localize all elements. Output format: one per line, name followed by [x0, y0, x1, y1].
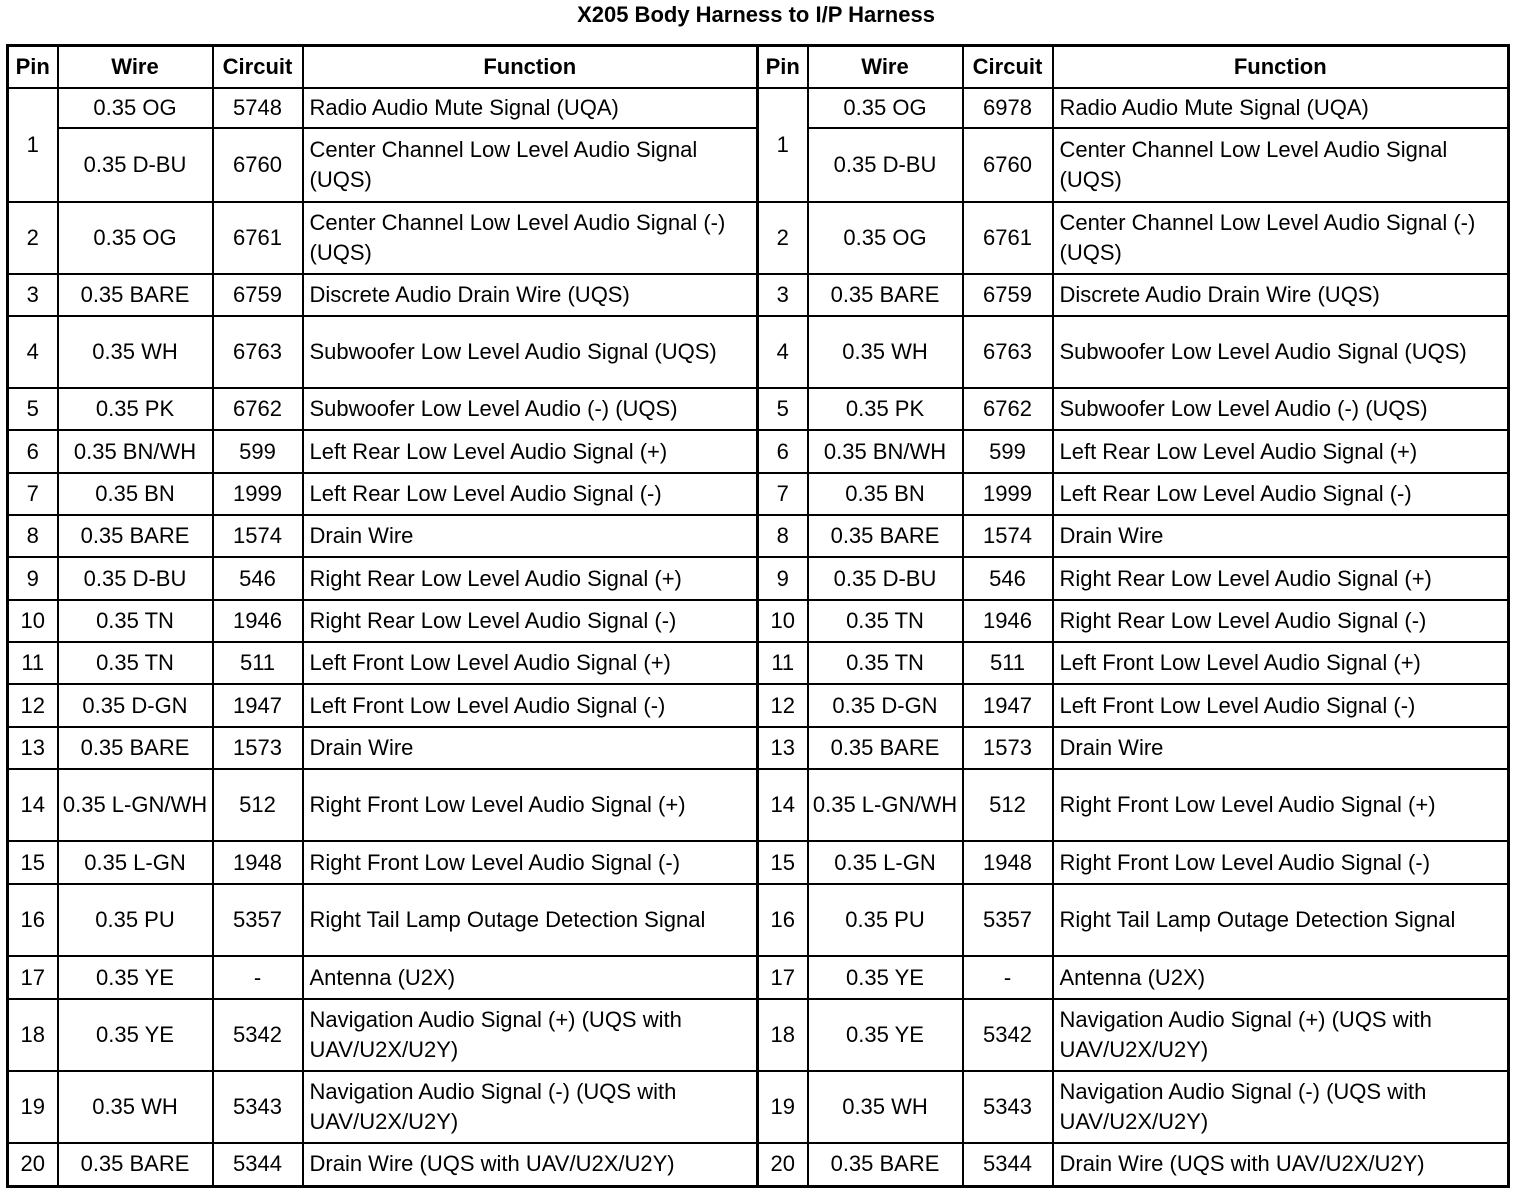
circuit-cell: 6759 — [963, 274, 1053, 316]
wire-cell: 0.35 PK — [808, 388, 963, 430]
function-cell: Subwoofer Low Level Audio Signal (UQS) — [1053, 316, 1509, 388]
circuit-cell: 6760 — [963, 128, 1053, 202]
function-cell: Right Front Low Level Audio Signal (-) — [303, 841, 758, 884]
pin-cell: 5 — [758, 388, 808, 430]
pin-cell: 2 — [8, 202, 58, 274]
circuit-cell: 546 — [213, 557, 303, 600]
pin-cell: 14 — [758, 769, 808, 841]
table-row — [8, 557, 1509, 600]
function-cell: Left Rear Low Level Audio Signal (-) — [1053, 473, 1509, 515]
circuit-cell: 1573 — [213, 727, 303, 769]
circuit-cell: 1947 — [963, 684, 1053, 727]
pin-cell: 15 — [8, 841, 58, 884]
header-wire: Wire — [808, 46, 963, 89]
wire-cell: 0.35 D-BU — [808, 557, 963, 600]
wire-cell: 0.35 BARE — [808, 274, 963, 316]
pin-cell: 9 — [8, 557, 58, 600]
wire-cell: 0.35 D-BU — [58, 128, 213, 202]
pin-cell: 12 — [8, 684, 58, 727]
function-cell: Subwoofer Low Level Audio (-) (UQS) — [1053, 388, 1509, 430]
wire-cell: 0.35 BARE — [808, 1143, 963, 1186]
header-pin: Pin — [8, 46, 58, 89]
header-circuit: Circuit — [963, 46, 1053, 89]
pin-cell: 19 — [758, 1071, 808, 1143]
wire-cell: 0.35 PU — [808, 884, 963, 956]
wire-cell: 0.35 WH — [58, 316, 213, 388]
function-cell: Center Channel Low Level Audio Signal (UQS) — [303, 128, 758, 202]
wire-cell: 0.35 L-GN/WH — [58, 769, 213, 841]
circuit-cell: 546 — [963, 557, 1053, 600]
circuit-cell: 1573 — [963, 727, 1053, 769]
wire-cell: 0.35 TN — [808, 642, 963, 684]
circuit-cell: 5344 — [213, 1143, 303, 1186]
wire-cell: 0.35 OG — [808, 202, 963, 274]
pin-cell: 11 — [758, 642, 808, 684]
circuit-cell: 1999 — [213, 473, 303, 515]
table-row — [8, 841, 1509, 884]
function-cell: Right Tail Lamp Outage Detection Signal — [303, 884, 758, 956]
pin-cell: 16 — [758, 884, 808, 956]
wire-cell: 0.35 BARE — [808, 727, 963, 769]
function-cell: Antenna (U2X) — [303, 956, 758, 999]
wire-cell: 0.35 TN — [58, 642, 213, 684]
function-cell: Subwoofer Low Level Audio (-) (UQS) — [303, 388, 758, 430]
function-cell: Left Rear Low Level Audio Signal (-) — [303, 473, 758, 515]
circuit-cell: 1946 — [213, 600, 303, 642]
table-row — [8, 202, 1509, 274]
circuit-cell: 1948 — [213, 841, 303, 884]
header-pin: Pin — [758, 46, 808, 89]
table-row — [8, 600, 1509, 642]
header-row — [8, 46, 1509, 89]
table-row — [8, 884, 1509, 956]
pin-cell: 9 — [758, 557, 808, 600]
wire-cell: 0.35 D-BU — [58, 557, 213, 600]
function-cell: Radio Audio Mute Signal (UQA) — [1053, 88, 1509, 128]
table-row — [8, 515, 1509, 557]
table-row — [8, 999, 1509, 1071]
function-cell: Left Front Low Level Audio Signal (-) — [303, 684, 758, 727]
wire-cell: 0.35 BARE — [58, 515, 213, 557]
wire-cell: 0.35 WH — [58, 1071, 213, 1143]
pin-cell: 6 — [8, 430, 58, 473]
table-row — [8, 274, 1509, 316]
pin-cell: 1 — [8, 88, 58, 202]
function-cell: Right Front Low Level Audio Signal (+) — [303, 769, 758, 841]
wire-cell: 0.35 PK — [58, 388, 213, 430]
wire-cell: 0.35 L-GN — [808, 841, 963, 884]
circuit-cell: 1948 — [963, 841, 1053, 884]
circuit-cell: 1574 — [213, 515, 303, 557]
circuit-cell: 5342 — [963, 999, 1053, 1071]
table-row — [8, 956, 1509, 999]
pin-cell: 10 — [758, 600, 808, 642]
pin-cell: 20 — [8, 1143, 58, 1186]
function-cell: Drain Wire — [303, 727, 758, 769]
pin-cell: 14 — [8, 769, 58, 841]
circuit-cell: 599 — [213, 430, 303, 473]
function-cell: Right Front Low Level Audio Signal (+) — [1053, 769, 1509, 841]
header-function: Function — [1053, 46, 1509, 89]
function-cell: Right Rear Low Level Audio Signal (+) — [303, 557, 758, 600]
pin-cell: 3 — [758, 274, 808, 316]
circuit-cell: 6762 — [213, 388, 303, 430]
pin-cell: 5 — [8, 388, 58, 430]
pin-cell: 20 — [758, 1143, 808, 1186]
table-row — [8, 88, 1509, 128]
pin-cell: 18 — [8, 999, 58, 1071]
function-cell: Discrete Audio Drain Wire (UQS) — [1053, 274, 1509, 316]
function-cell: Left Rear Low Level Audio Signal (+) — [303, 430, 758, 473]
table-row — [8, 1071, 1509, 1143]
pin-cell: 8 — [758, 515, 808, 557]
wire-cell: 0.35 D-BU — [808, 128, 963, 202]
function-cell: Center Channel Low Level Audio Signal (-) (UQS) — [1053, 202, 1509, 274]
circuit-cell: 5357 — [963, 884, 1053, 956]
circuit-cell: 599 — [963, 430, 1053, 473]
function-cell: Left Rear Low Level Audio Signal (+) — [1053, 430, 1509, 473]
function-cell: Left Front Low Level Audio Signal (-) — [1053, 684, 1509, 727]
wire-cell: 0.35 WH — [808, 1071, 963, 1143]
circuit-cell: 512 — [213, 769, 303, 841]
circuit-cell: 6762 — [963, 388, 1053, 430]
table-row — [8, 473, 1509, 515]
wire-cell: 0.35 D-GN — [58, 684, 213, 727]
wire-cell: 0.35 L-GN — [58, 841, 213, 884]
circuit-cell: - — [963, 956, 1053, 999]
function-cell: Drain Wire — [1053, 727, 1509, 769]
function-cell: Right Front Low Level Audio Signal (-) — [1053, 841, 1509, 884]
function-cell: Left Front Low Level Audio Signal (+) — [1053, 642, 1509, 684]
pin-cell: 19 — [8, 1071, 58, 1143]
pin-cell: 1 — [758, 88, 808, 202]
wire-cell: 0.35 BN/WH — [58, 430, 213, 473]
pin-cell: 11 — [8, 642, 58, 684]
wire-cell: 0.35 BARE — [58, 274, 213, 316]
connector-pinout-table — [6, 44, 1510, 1188]
table-row — [8, 1143, 1509, 1186]
wire-cell: 0.35 WH — [808, 316, 963, 388]
circuit-cell: 512 — [963, 769, 1053, 841]
circuit-cell: 1574 — [963, 515, 1053, 557]
circuit-cell: 5343 — [963, 1071, 1053, 1143]
circuit-cell: - — [213, 956, 303, 999]
circuit-cell: 5357 — [213, 884, 303, 956]
function-cell: Center Channel Low Level Audio Signal (-) (UQS) — [303, 202, 758, 274]
wire-cell: 0.35 BARE — [58, 1143, 213, 1186]
wire-cell: 0.35 TN — [58, 600, 213, 642]
function-cell: Navigation Audio Signal (-) (UQS with UAV/U2X/U2Y) — [303, 1071, 758, 1143]
pin-cell: 17 — [758, 956, 808, 999]
circuit-cell: 511 — [963, 642, 1053, 684]
table-row — [8, 769, 1509, 841]
wire-cell: 0.35 TN — [808, 600, 963, 642]
header-function: Function — [303, 46, 758, 89]
circuit-cell: 6759 — [213, 274, 303, 316]
pin-cell: 8 — [8, 515, 58, 557]
table-row — [8, 388, 1509, 430]
function-cell: Center Channel Low Level Audio Signal (UQS) — [1053, 128, 1509, 202]
wire-cell: 0.35 OG — [808, 88, 963, 128]
table-row — [8, 430, 1509, 473]
wire-cell: 0.35 YE — [58, 956, 213, 999]
circuit-cell: 5343 — [213, 1071, 303, 1143]
table-row — [8, 316, 1509, 388]
wire-cell: 0.35 OG — [58, 88, 213, 128]
circuit-cell: 1947 — [213, 684, 303, 727]
pin-cell: 7 — [8, 473, 58, 515]
circuit-cell: 5748 — [213, 88, 303, 128]
page-title: X205 Body Harness to I/P Harness — [577, 2, 935, 27]
function-cell: Navigation Audio Signal (-) (UQS with UAV/U2X/U2Y) — [1053, 1071, 1509, 1143]
function-cell: Drain Wire — [1053, 515, 1509, 557]
circuit-cell: 5344 — [963, 1143, 1053, 1186]
pin-cell: 4 — [8, 316, 58, 388]
function-cell: Discrete Audio Drain Wire (UQS) — [303, 274, 758, 316]
circuit-cell: 1999 — [963, 473, 1053, 515]
wire-cell: 0.35 YE — [58, 999, 213, 1071]
wire-cell: 0.35 OG — [58, 202, 213, 274]
header-wire: Wire — [58, 46, 213, 89]
function-cell: Radio Audio Mute Signal (UQA) — [303, 88, 758, 128]
function-cell: Navigation Audio Signal (+) (UQS with UAV/U2X/U2Y) — [1053, 999, 1509, 1071]
wire-cell: 0.35 YE — [808, 999, 963, 1071]
function-cell: Right Rear Low Level Audio Signal (-) — [1053, 600, 1509, 642]
circuit-cell: 511 — [213, 642, 303, 684]
table-row — [8, 684, 1509, 727]
function-cell: Right Tail Lamp Outage Detection Signal — [1053, 884, 1509, 956]
circuit-cell: 6761 — [213, 202, 303, 274]
circuit-cell: 1946 — [963, 600, 1053, 642]
function-cell: Left Front Low Level Audio Signal (+) — [303, 642, 758, 684]
wire-cell: 0.35 BN/WH — [808, 430, 963, 473]
table-row — [8, 727, 1509, 769]
wire-cell: 0.35 PU — [58, 884, 213, 956]
table-row — [8, 642, 1509, 684]
pin-cell: 18 — [758, 999, 808, 1071]
function-cell: Navigation Audio Signal (+) (UQS with UAV/U2X/U2Y) — [303, 999, 758, 1071]
pin-cell: 4 — [758, 316, 808, 388]
wire-cell: 0.35 BN — [58, 473, 213, 515]
function-cell: Drain Wire — [303, 515, 758, 557]
circuit-cell: 6763 — [963, 316, 1053, 388]
function-cell: Drain Wire (UQS with UAV/U2X/U2Y) — [303, 1143, 758, 1186]
circuit-cell: 6760 — [213, 128, 303, 202]
function-cell: Antenna (U2X) — [1053, 956, 1509, 999]
function-cell: Drain Wire (UQS with UAV/U2X/U2Y) — [1053, 1143, 1509, 1186]
circuit-cell: 5342 — [213, 999, 303, 1071]
function-cell: Subwoofer Low Level Audio Signal (UQS) — [303, 316, 758, 388]
pin-cell: 15 — [758, 841, 808, 884]
wire-cell: 0.35 D-GN — [808, 684, 963, 727]
header-circuit: Circuit — [213, 46, 303, 89]
pin-cell: 6 — [758, 430, 808, 473]
pin-cell: 12 — [758, 684, 808, 727]
table-body — [8, 88, 1509, 1186]
wire-cell: 0.35 L-GN/WH — [808, 769, 963, 841]
pin-cell: 16 — [8, 884, 58, 956]
function-cell: Right Rear Low Level Audio Signal (+) — [1053, 557, 1509, 600]
wire-cell: 0.35 BARE — [808, 515, 963, 557]
wire-cell: 0.35 YE — [808, 956, 963, 999]
pin-cell: 10 — [8, 600, 58, 642]
circuit-cell: 6978 — [963, 88, 1053, 128]
wire-cell: 0.35 BN — [808, 473, 963, 515]
pin-cell: 7 — [758, 473, 808, 515]
pin-cell: 13 — [8, 727, 58, 769]
circuit-cell: 6761 — [963, 202, 1053, 274]
pin-cell: 17 — [8, 956, 58, 999]
pin-cell: 13 — [758, 727, 808, 769]
pin-cell: 3 — [8, 274, 58, 316]
pin-cell: 2 — [758, 202, 808, 274]
function-cell: Right Rear Low Level Audio Signal (-) — [303, 600, 758, 642]
circuit-cell: 6763 — [213, 316, 303, 388]
wire-cell: 0.35 BARE — [58, 727, 213, 769]
